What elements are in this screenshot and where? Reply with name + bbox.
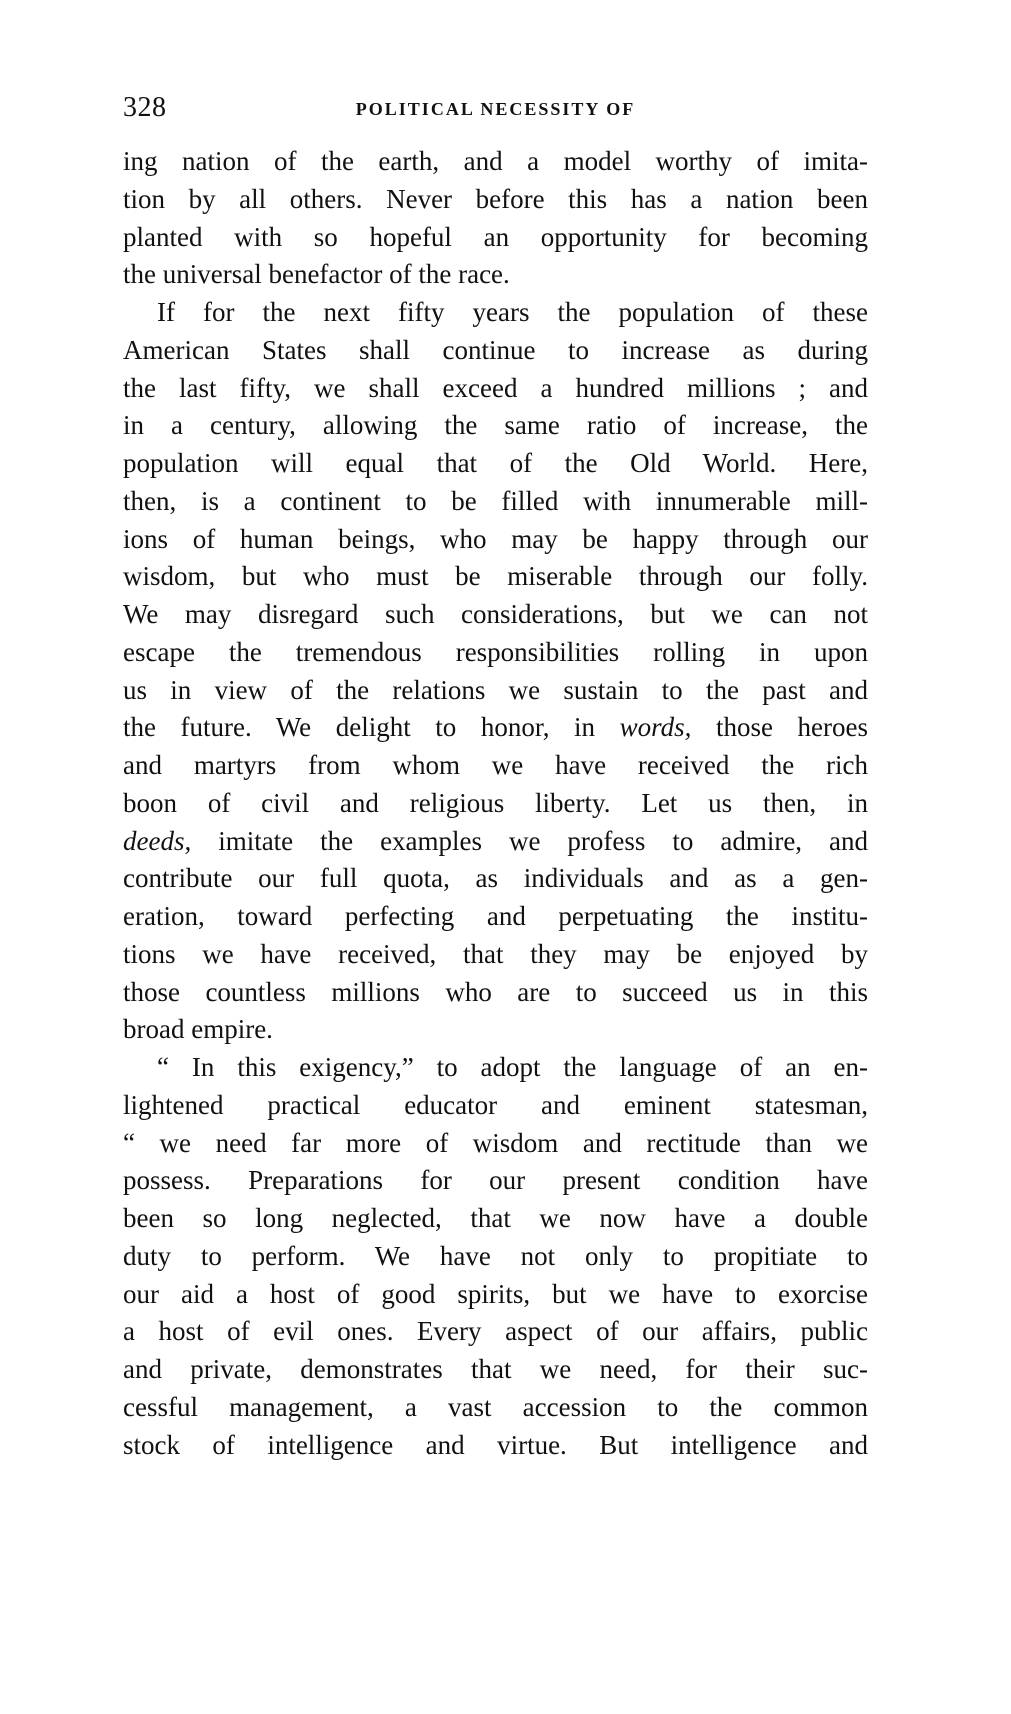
text-line: possess. Preparations for our present condition have xyxy=(123,1165,868,1196)
text-line: us in view of the relations we sustain to the past and xyxy=(123,674,868,705)
italic-word: deeds, xyxy=(123,825,192,856)
text-run: those heroes xyxy=(691,712,868,743)
text-line: in a century, allowing the same ratio of increase, the xyxy=(123,410,868,441)
page-number: 328 xyxy=(123,92,167,123)
text-line: tion by all others. Never before this has a nation been xyxy=(123,183,868,214)
text-line: “ In this exigency,” to adopt the language of an en- xyxy=(157,1052,868,1082)
text-line: escape the tremendous responsibilities rolling in upon xyxy=(123,636,868,667)
text-line: lightened practical educator and eminent statesman, xyxy=(123,1089,868,1120)
running-head xyxy=(123,88,868,128)
italic-word: words, xyxy=(619,712,692,743)
text-line xyxy=(123,823,868,861)
text-line: ing nation of the earth, and a model worthy of imita- xyxy=(123,146,868,176)
text-line: broad empire. xyxy=(123,1014,273,1045)
text-line: ions of human beings, who may be happy through our xyxy=(123,523,868,554)
text-line: population will equal that of the Old World. Here, xyxy=(123,448,868,478)
text-run: imitate the examples we profess to admire, and xyxy=(191,825,868,856)
text-run: the future. We delight to honor, in xyxy=(123,712,620,743)
text-line: our aid a host of good spirits, but we have to exorcise xyxy=(123,1278,868,1309)
text-line: tions we have received, that they may be enjoyed by xyxy=(123,938,868,969)
text-line: boon of civil and religious liberty. Let us then, in xyxy=(123,787,868,818)
text-line: duty to perform. We have not only to propitiate to xyxy=(123,1240,868,1271)
text-line: American States shall continue to increase as during xyxy=(123,334,868,365)
text-line: wisdom, but who must be miserable through our folly. xyxy=(123,561,868,592)
text-line: the last fifty, we shall exceed a hundred millions ; and xyxy=(123,372,868,403)
text-line: contribute our full quota, as individuals and as a gen- xyxy=(123,863,868,894)
text-line: cessful management, a vast accession to the common xyxy=(123,1391,868,1422)
text-line: and martyrs from whom we have received the rich xyxy=(123,750,868,780)
text-line: a host of evil ones. Every aspect of our affairs, public xyxy=(123,1316,868,1347)
text-line: stock of intelligence and virtue. But intelligence and xyxy=(123,1429,868,1460)
running-title: POLITICAL NECESSITY OF xyxy=(355,99,636,119)
text-line: the universal benefactor of the race. xyxy=(123,259,510,290)
text-line: those countless millions who are to succeed us in this xyxy=(123,976,868,1007)
text-line: then, is a continent to be filled with innumerable mill- xyxy=(123,485,868,516)
text-line: and private, demonstrates that we need, for their suc- xyxy=(123,1354,868,1384)
text-line: We may disregard such considerations, but we can not xyxy=(123,599,868,629)
text-line xyxy=(123,709,868,747)
text-line: been so long neglected, that we now have a double xyxy=(123,1203,868,1233)
text-line: “ we need far more of wisdom and rectitude than we xyxy=(123,1127,868,1158)
body-text xyxy=(123,143,868,1464)
text-line: planted with so hopeful an opportunity for becoming xyxy=(123,221,868,252)
text-line: eration, toward perfecting and perpetuating the institu- xyxy=(123,901,868,931)
text-line: If for the next fifty years the population of these xyxy=(157,297,868,327)
